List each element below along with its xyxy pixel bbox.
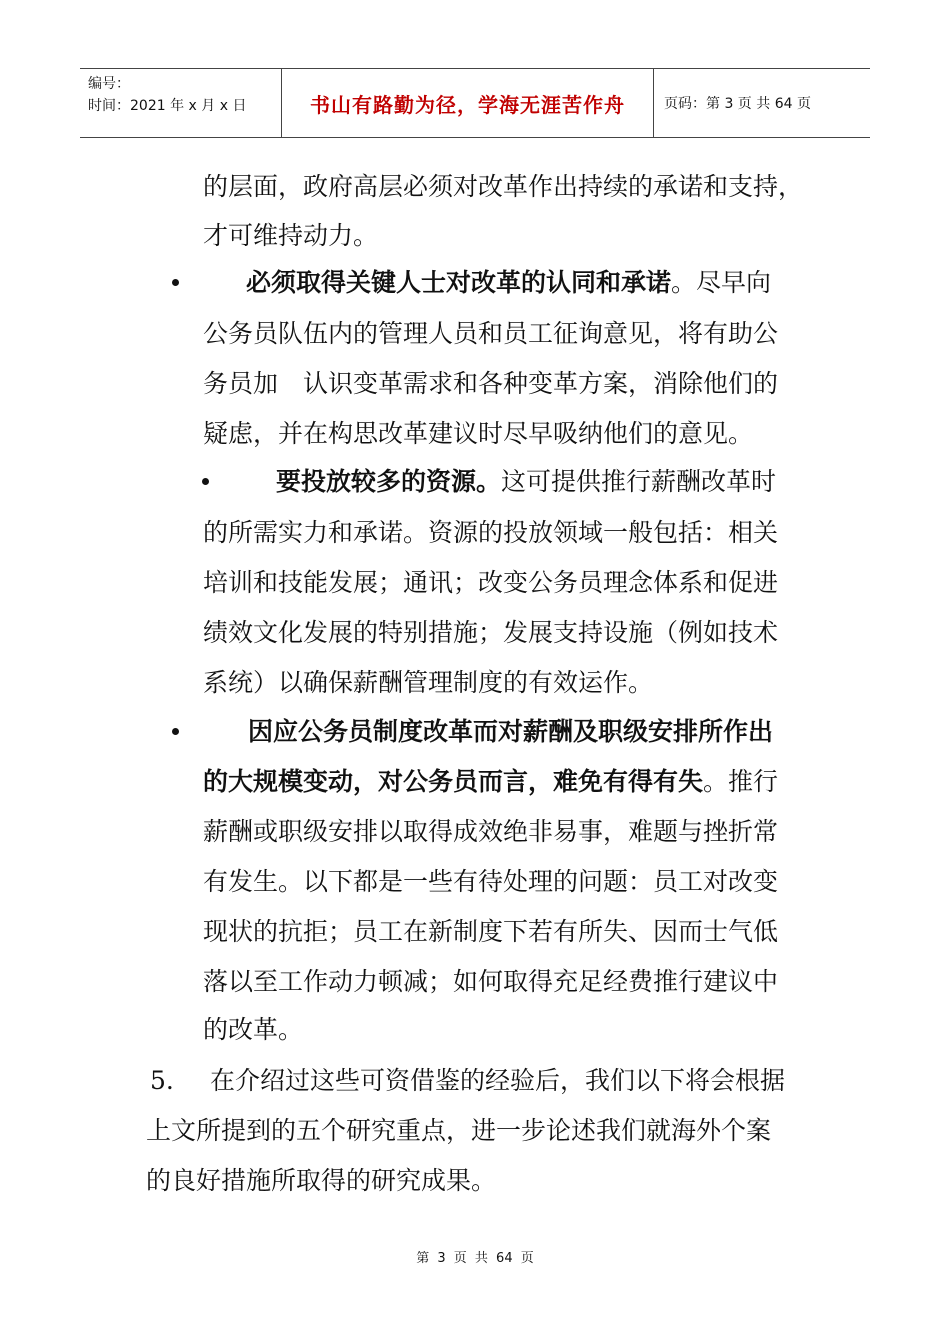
header-page-number: 页码：第 3 页 共 64 页 <box>664 96 811 112</box>
header-motto: 书山有路勤为径，学海无涯苦作舟 <box>310 92 625 117</box>
paragraph-number: 5. <box>150 1066 174 1095</box>
bullet-1-bold: 必须取得关键人士对改革的认同和承诺 <box>246 268 672 297</box>
bullet-icon <box>172 728 179 735</box>
header-info <box>80 69 282 137</box>
page-footer: 第 3 页 共 64 页 <box>416 1251 534 1266</box>
header-motto-cell <box>282 69 654 137</box>
body-line: 的层面，政府高层必须对改革作出持续的承诺和支持， <box>203 172 804 201</box>
body-line: 现状的抗拒；员工在新制度下若有所失、因而士气低 <box>203 917 779 946</box>
body-line: 绩效文化发展的特别措施；发展支持设施（例如技术 <box>203 618 779 647</box>
body-line: 的良好措施所取得的研究成果。 <box>146 1166 497 1195</box>
body-line: 的所需实力和承诺。资源的投放领域一般包括：相关 <box>203 518 779 547</box>
body-line: 上文所提到的五个研究重点，进一步论述我们就海外个案 <box>146 1116 772 1145</box>
body-line: 落以至工作动力顿减；如何取得充足经费推行建议中 <box>203 967 779 996</box>
page-header <box>80 68 870 138</box>
header-page-cell <box>654 69 870 137</box>
bullet-icon <box>172 279 179 286</box>
bullet-3-second-line <box>203 767 778 797</box>
body-line: 系统）以确保薪酬管理制度的有效运作。 <box>203 668 654 697</box>
document-date-label: 时间：2021 年 x 月 x 日 <box>88 98 247 114</box>
bullet-1-first-line <box>246 268 771 298</box>
body-line: 有发生。以下都是一些有待处理的问题：员工对改变 <box>203 867 779 896</box>
bullet-icon <box>202 478 209 485</box>
bullet-3-bold-2: 的大规模变动，对公务员而言，难免有得有失 <box>203 767 704 796</box>
body-line: 公务员队伍内的管理人员和员工征询意见，将有助公 <box>203 319 779 348</box>
document-number-label: 编号： <box>88 76 130 92</box>
bullet-2-rest: 这可提供推行薪酬改革时 <box>501 467 777 496</box>
body-line: 培训和技能发展；通讯；改变公务员理念体系和促进 <box>203 568 779 597</box>
bullet-1-rest: 。尽早向 <box>671 268 772 297</box>
body-line: 才可维持动力。 <box>203 221 379 250</box>
body-line: 在介绍过这些可资借鉴的经验后，我们以下将会根据 <box>210 1066 786 1095</box>
body-line: 疑虑，并在构思改革建议时尽早吸纳他们的意见。 <box>203 419 754 448</box>
bullet-3-bold: 因应公务员制度改革而对薪酬及职级安排所作出 <box>248 717 774 746</box>
body-line: 薪酬或职级安排以取得成效绝非易事，难题与挫折常 <box>203 817 779 846</box>
bullet-2-bold: 要投放较多的资源。 <box>276 467 502 496</box>
bullet-2-first-line <box>276 467 776 497</box>
body-line: 务员加 认识变革需求和各种变革方案，消除他们的 <box>203 369 779 398</box>
bullet-3-first-line <box>248 717 773 747</box>
bullet-3-rest: 。推行 <box>703 767 779 796</box>
body-line: 的改革。 <box>203 1015 304 1044</box>
